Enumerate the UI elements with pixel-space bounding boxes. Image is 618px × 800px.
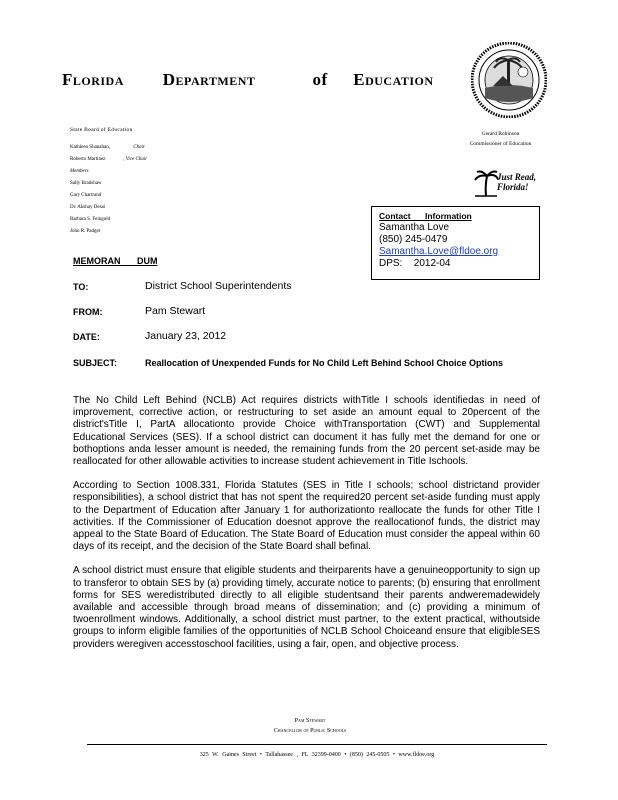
body-paragraph: According to Section 1008.331, Florida Statutes (SES in Title I schools; school districtand provider responsibilities), a school district that has not spent the required20 percent set-aside funding must apply to the Department of Education after January 1 for authorizationto reallocate the funds for other Title I activities. If the Commissioner of Education doesnot approve the reallocationof funds, the district may appeal to the State Board of Education. The State Board of Education must consider the appeal within 60 days of its receipt, and the decision of the State Board shall befinal. [73,480,540,553]
commissioner-title: Commissioner of Education [469,141,532,147]
subject-value: Reallocation of Unexpended Funds for No Child Left Behind School Choice Options [145,358,504,368]
subject-label: SUBJECT: [73,358,118,368]
commissioner-name: Gerard Robinson [481,131,520,137]
logo-text: Just Read, Florida! [497,172,537,192]
from-value: Pam Stewart [145,305,206,317]
contact-box [371,206,540,280]
page-title [62,70,434,90]
to-label: TO: [73,282,89,292]
date-value: January 23, 2012 [145,330,227,342]
footer-address: 325 W. Gaines Street • Tallahassee , FL 32399-0400 • (850) 245-0505 • www.fldoe.org [199,752,435,758]
board-member: John R. Padget [70,229,101,234]
board-row-name: Roberto Martinez [70,157,106,162]
title-word-2: Department [162,70,256,89]
dps-value: 2012-04 [413,258,451,269]
to-value: District School Superintendents [145,280,292,292]
contact-phone: (850) 245-0479 [379,234,448,245]
signature-block [250,716,370,736]
just-read-logo [473,168,543,198]
members-label: Members [70,169,89,174]
memo-body [73,395,540,663]
contact-dps [379,258,539,270]
commissioner-block [458,129,543,149]
board-row-role: Chair [133,145,145,150]
board-list [70,124,147,238]
board-row-name: Kathleen Shanahan, [70,145,110,150]
signature-title: Chancellor of Public Schools [273,728,347,734]
board-heading: State Board of Education [70,127,133,133]
contact-header: Contact Information [379,211,472,221]
palm-tree-icon [473,168,499,198]
title-word-3: of [312,70,328,89]
title-word-1: Florida [62,70,124,89]
board-member: Barbara S. Feingold [70,217,111,222]
dps-label: DPS: [379,258,403,269]
board-row-role: , Vice Chair [123,157,148,162]
state-seal-icon [471,42,547,118]
body-paragraph: A school district must ensure that eligible students and theirparents have a genuineopportunity to sign up to transferor to obtain SES by (a) providing timely, accurate notice to parents; (b) ensuring that enrollment forms for SES weredistributed directly to all eligible studentsand their parents andweremadewidely available and accessible through broad means of dissemination; and (c) providing a minimum of twoenrollment windows. Additionally, a school district must partner, to the extent practical, withoutside groups to inform eligible families of the opportunities of NCLB School Choiceand ensure that eligibleSES providers weregiven accesstoschool facilities, using a fair, open, and objective process. [73,565,540,650]
board-member: Gary Chartrand [70,193,102,198]
contact-email-link[interactable]: Samantha.Love@fldoe.org [379,246,499,257]
memo-heading: MEMORAN DUM [73,256,158,266]
signature-name: Pam Stewart [294,718,326,724]
board-row [70,154,147,166]
date-label: DATE: [73,332,100,342]
board-member: Sally Bradshaw [70,181,102,186]
board-row [70,142,147,154]
footer-divider [87,744,547,745]
title-word-4: Education [353,70,434,89]
body-paragraph: The No Child Left Behind (NCLB) Act requires districts withTitle I schools identifiedas in need of improvement, corrective action, or restructuring to set aside an amount equal to 20percent of the district'sTitle I, PartA allocationto provide Choice withTransportation (CWT) and Supplemental Educational Services (SES). If a school district can document it has fully met the demand for one or bothoptions anda lesser amount is needed, the remaining funds from the 20 percent set-aside may be reallocated for other allowable activities to increase student achievement in Title Ischools. [73,395,540,468]
contact-name: Samantha Love [379,222,450,233]
from-label: FROM: [73,307,103,317]
board-member: Dr. Akshay Desai [70,205,106,210]
